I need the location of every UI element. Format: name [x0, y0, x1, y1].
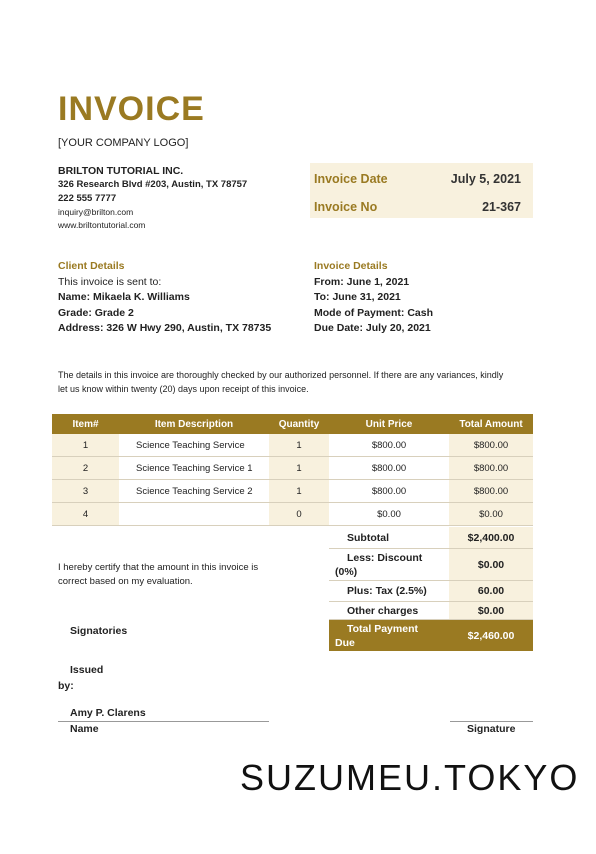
cell-quantity: 1 [269, 457, 329, 480]
invoice-number-label: Invoice No [314, 200, 378, 214]
cell-unit-price: $800.00 [329, 434, 449, 457]
period-from: From: June 1, 2021 [314, 275, 410, 288]
table-row [52, 434, 533, 457]
client-address: Address: 326 W Hwy 290, Austin, TX 78735 [58, 322, 272, 334]
invoice-details [314, 259, 433, 337]
signatories-heading: Signatories [70, 625, 128, 637]
company-website: www.briltontutorial.com [58, 220, 146, 230]
cell-description: Science Teaching Service [119, 434, 269, 457]
cell-quantity: 1 [269, 434, 329, 457]
client-details [58, 259, 288, 337]
company-phone: 222 555 7777 [58, 193, 117, 204]
table-row [52, 480, 533, 503]
invoice-date-value: July 5, 2021 [450, 172, 521, 186]
total-due-label: Total Payment Due [335, 623, 418, 649]
company-email: inquiry@brilton.com [58, 207, 134, 217]
discount-value: $0.00 [449, 549, 533, 580]
subtotal-row [329, 527, 533, 549]
items-table [52, 414, 533, 526]
cell-item-no: 2 [52, 457, 119, 480]
tax-label: Plus: Tax (2.5%) [347, 585, 427, 597]
col-header-total-amount: Total Amount [449, 414, 533, 434]
signature-line [450, 721, 533, 722]
cell-unit-price: $800.00 [329, 457, 449, 480]
totals-block [329, 527, 533, 651]
signature-label: Signature [467, 723, 516, 735]
client-name: Name: Mikaela K. Williams [58, 291, 190, 303]
cell-total-amount: $0.00 [449, 503, 533, 526]
company-address: 326 Research Blvd #203, Austin, TX 78757 [58, 179, 248, 190]
other-charges-label: Other charges [347, 605, 419, 617]
period-to: To: June 31, 2021 [314, 291, 401, 303]
watermark-text: SUZUMEU.TOKYO [240, 757, 580, 798]
cell-description: Science Teaching Service 1 [119, 457, 269, 480]
total-due-value: $2,460.00 [467, 629, 515, 642]
name-label: Name [70, 723, 99, 735]
invoice-details-heading: Invoice Details [314, 260, 388, 272]
col-header-quantity: Quantity [269, 414, 329, 434]
invoice-date-row [310, 165, 533, 192]
tax-value: 60.00 [449, 581, 533, 601]
invoice-number-value: 21-367 [482, 200, 521, 214]
table-row [52, 457, 533, 480]
company-logo-placeholder: [YOUR COMPANY LOGO] [58, 137, 189, 149]
issued-by-label: Issued by: [58, 664, 104, 692]
cell-quantity: 0 [269, 503, 329, 526]
discount-row [329, 549, 533, 581]
table-header-row [52, 414, 533, 434]
client-details-heading: Client Details [58, 260, 125, 272]
company-info [58, 164, 247, 232]
cell-item-no: 4 [52, 503, 119, 526]
cell-total-amount: $800.00 [449, 457, 533, 480]
col-header-item-no: Item# [52, 414, 119, 434]
certification-statement: I hereby certify that the amount in this invoice is correct based on my evaluation. [58, 562, 259, 587]
client-grade: Grade: Grade 2 [58, 306, 134, 319]
due-date: Due Date: July 20, 2021 [314, 322, 431, 334]
name-signature-line [58, 721, 269, 722]
cell-unit-price: $800.00 [329, 480, 449, 503]
verification-note: The details in this invoice are thoroughly checked by our authorized personnel. If there are any variances, kindly let us know within twenty (20) days upon receipt of this invoice. [58, 370, 504, 394]
subtotal-value: $2,400.00 [449, 527, 533, 548]
cell-description: Science Teaching Service 2 [119, 480, 269, 503]
col-header-unit-price: Unit Price [329, 414, 449, 434]
cell-quantity: 1 [269, 480, 329, 503]
cell-total-amount: $800.00 [449, 480, 533, 503]
invoice-date-label: Invoice Date [314, 172, 388, 186]
client-intro: This invoice is sent to: [58, 275, 162, 288]
subtotal-label: Subtotal [347, 532, 389, 544]
signer-name: Amy P. Clarens [70, 707, 146, 719]
col-header-description: Item Description [119, 414, 269, 434]
company-name: BRILTON TUTORIAL INC. [58, 165, 184, 177]
cell-item-no: 1 [52, 434, 119, 457]
other-charges-row [329, 602, 533, 620]
total-due-row [329, 620, 533, 651]
invoice-meta-box [310, 163, 533, 218]
cell-total-amount: $800.00 [449, 434, 533, 457]
cell-description [119, 503, 269, 526]
payment-mode: Mode of Payment: Cash [314, 306, 434, 319]
invoice-title: INVOICE [58, 90, 205, 128]
other-charges-value: $0.00 [449, 602, 533, 619]
discount-label: Less: Discount (0%) [335, 552, 423, 578]
cell-unit-price: $0.00 [329, 503, 449, 526]
tax-row [329, 581, 533, 602]
cell-item-no: 3 [52, 480, 119, 503]
invoice-number-row [310, 193, 533, 220]
table-row [52, 503, 533, 526]
